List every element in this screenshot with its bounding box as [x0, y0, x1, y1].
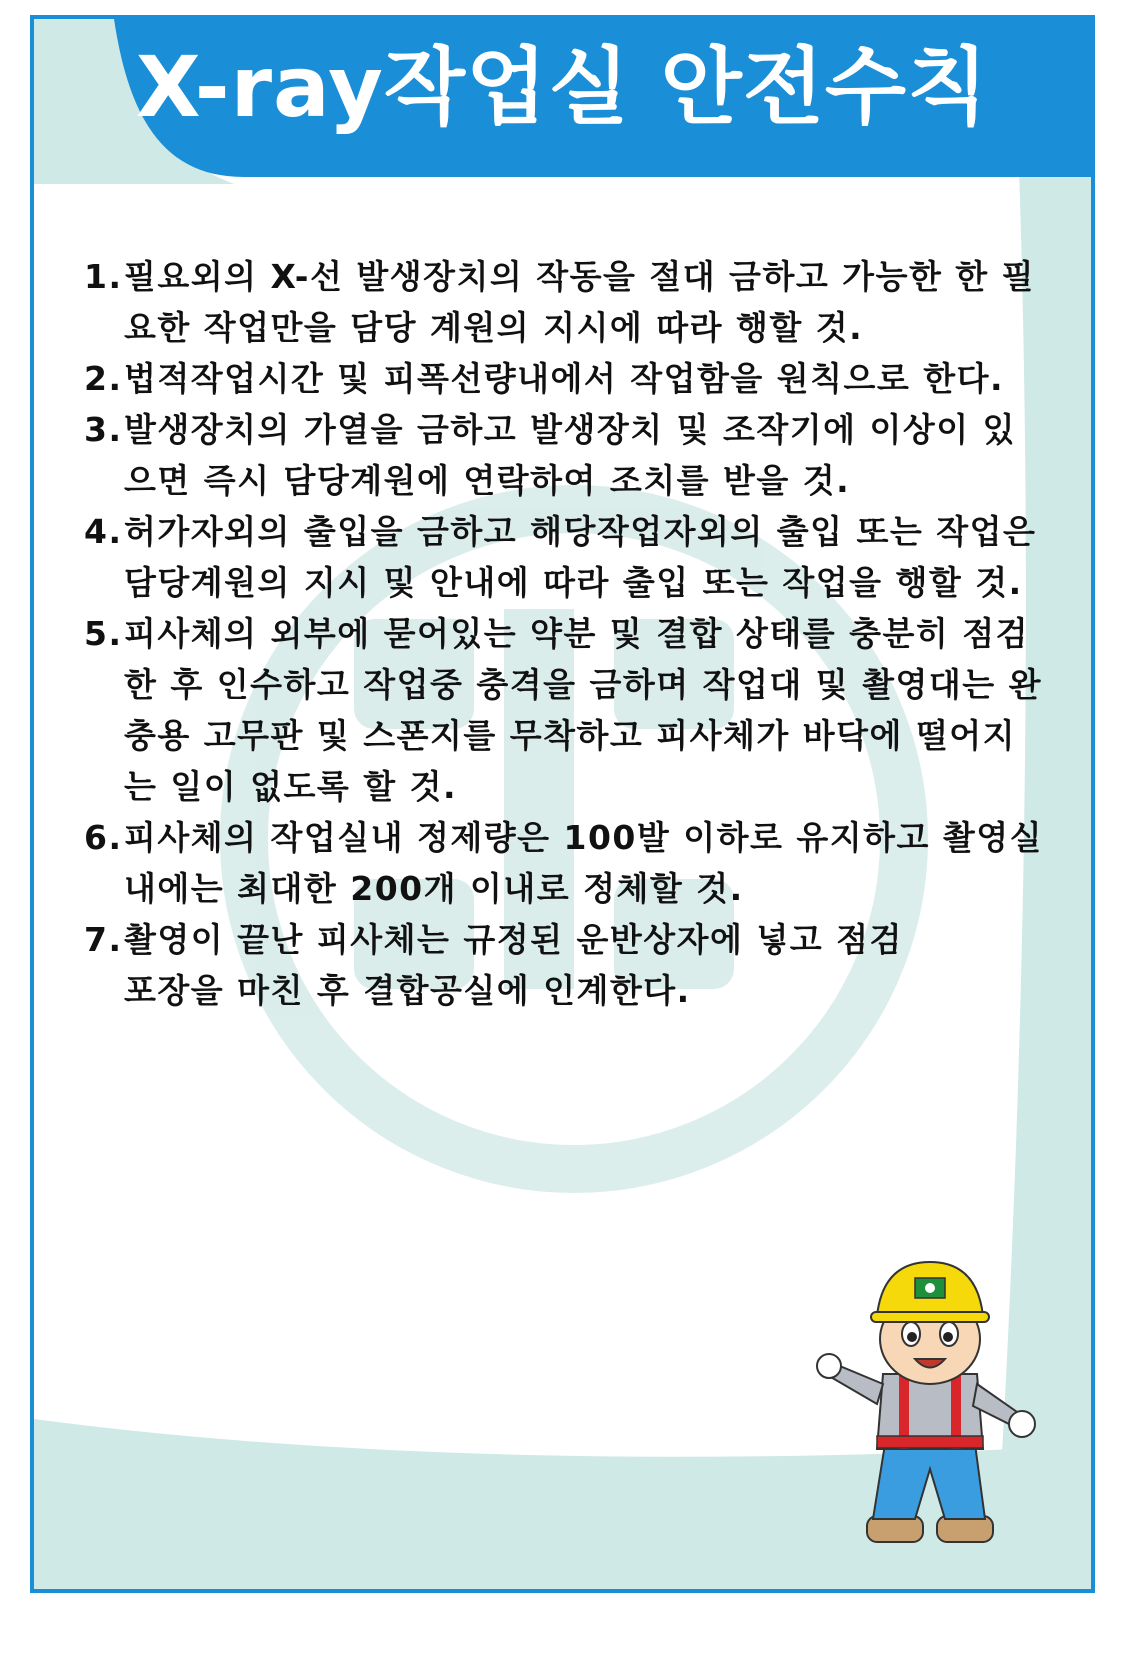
rule-text: 허가자외의 출입을 금하고 해당작업자외의 출입 또는 작업은 담당계원의 지시 및 안내에 따라 출입 또는 작업을 행할 것. [124, 512, 1037, 602]
rule-item-3 [84, 404, 1044, 506]
rule-text: 필요외의 X-선 발생장치의 작동을 절대 금하고 가능한 한 필요한 작업만을 담당 계원의 지시에 따라 행할 것. [124, 257, 1036, 347]
rule-item-7 [84, 914, 924, 1016]
safety-worker-mascot-icon [815, 1254, 1045, 1554]
rule-item-4 [84, 506, 1044, 608]
rule-text: 법적작업시간 및 피폭선량내에서 작업함을 원칙으로 한다. [124, 359, 1005, 398]
rule-number: 1. [84, 257, 123, 296]
rule-item-5 [84, 608, 1044, 812]
rule-item-6 [84, 812, 1044, 914]
rule-item-1 [84, 251, 1044, 353]
rule-number: 3. [84, 410, 123, 449]
poster-title: X-ray작업실 안전수칙 [135, 38, 990, 136]
rule-text: 촬영이 끝난 피사체는 규정된 운반상자에 넣고 점검포장을 마친 후 결합공실에 인계한다. [124, 920, 903, 1010]
rule-text: 피사체의 외부에 묻어있는 약분 및 결합 상태를 충분히 점검한 후 인수하고 작업중 충격을 금하며 작업대 및 촬영대는 완충용 고무판 및 스폰지를 무착하고 피사체가 바닥에 떨어지는 일이 없도록 할 것. [124, 614, 1042, 806]
rule-text: 피사체의 작업실내 정제량은 100발 이하로 유지하고 촬영실내에는 최대한 200개 이내로 정체할 것. [124, 818, 1044, 908]
rule-number: 2. [84, 359, 123, 398]
rule-number: 7. [84, 920, 123, 959]
safety-poster [30, 15, 1095, 1593]
rule-text: 발생장치의 가열을 금하고 발생장치 및 조작기에 이상이 있으면 즉시 담당계원에 연락하여 조치를 받을 것. [124, 410, 1016, 500]
rules-list [84, 251, 1044, 1016]
rule-item-2 [84, 353, 1044, 404]
rule-number: 6. [84, 818, 123, 857]
rule-number: 5. [84, 614, 123, 653]
rule-number: 4. [84, 512, 123, 551]
